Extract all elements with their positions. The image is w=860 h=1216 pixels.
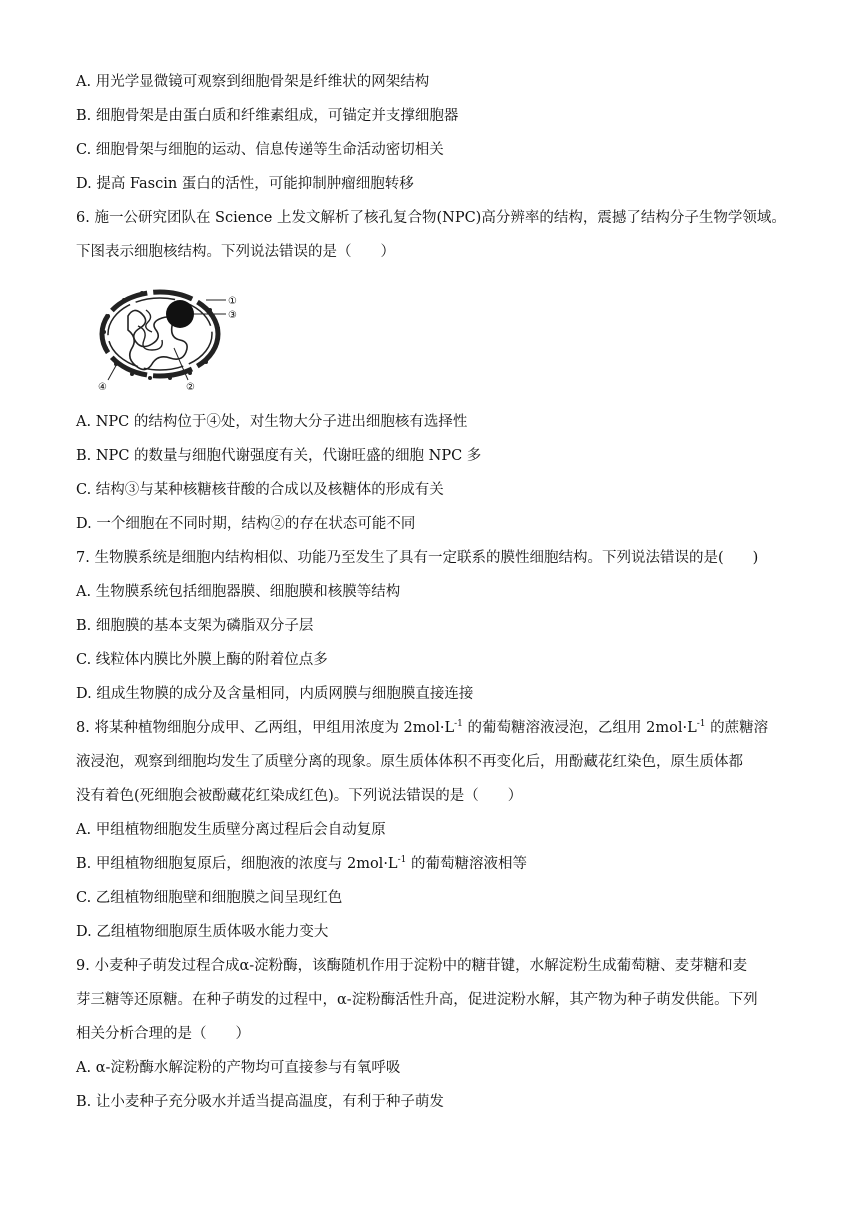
- q9-stem-line1: 9. 小麦种子萌发过程合成α-淀粉酶，该酶随机作用于淀粉中的糖苷键，水解淀粉生成葡萄糖、麦芽糖和麦: [76, 958, 748, 974]
- unit-superscript: -1: [696, 719, 706, 730]
- q8-option-b: [76, 854, 527, 874]
- q8-stem-part3: 的蔗糖溶: [705, 720, 769, 736]
- q8-option-a: A. 甲组植物细胞发生质壁分离过程后会自动复原: [76, 822, 386, 838]
- q8-option-c: C. 乙组植物细胞壁和细胞膜之间呈现红色: [76, 890, 343, 906]
- nucleus-diagram: [88, 276, 248, 398]
- q5-option-a: A. 用光学显微镜可观察到细胞骨架是纤维状的网架结构: [76, 74, 430, 90]
- q8-stem-part1: 8. 将某种植物细胞分成甲、乙两组，甲组用浓度为 2mol·L: [76, 720, 455, 736]
- q8-stem-line3: 没有着色(死细胞会被酚藏花红染成红色)。下列说法错误的是（ ）: [76, 788, 523, 804]
- q5-option-d: D. 提高 Fascin 蛋白的活性，可能抑制肿瘤细胞转移: [76, 176, 414, 192]
- q6-option-a: A. NPC 的结构位于④处，对生物大分子进出细胞核有选择性: [76, 414, 468, 430]
- figure-label-2: ②: [186, 382, 195, 393]
- q8-stem-part2: 的葡萄糖溶液浸泡，乙组用 2mol·L: [462, 720, 697, 736]
- q7-option-c: C. 线粒体内膜比外膜上酶的附着位点多: [76, 652, 328, 668]
- q5-option-c: C. 细胞骨架与细胞的运动、信息传递等生命活动密切相关: [76, 142, 444, 158]
- q8-stem-line1: [76, 718, 768, 738]
- q8-option-b-part2: 的葡萄糖溶液相等: [406, 856, 527, 872]
- q7-stem: 7. 生物膜系统是细胞内结构相似、功能乃至发生了具有一定联系的膜性细胞结构。下列说法错误的是( ): [76, 550, 759, 566]
- q9-stem-line3: 相关分析合理的是（ ）: [76, 1026, 250, 1042]
- q9-option-b: B. 让小麦种子充分吸水并适当提高温度，有利于种子萌发: [76, 1094, 444, 1110]
- q6-stem-line1: 6. 施一公研究团队在 Science 上发文解析了核孔复合物(NPC)高分辨率的结构，震撼了结构分子生物学领域。: [76, 210, 786, 226]
- q7-option-d: D. 组成生物膜的成分及含量相同，内质网膜与细胞膜直接连接: [76, 686, 474, 702]
- q5-option-b: B. 细胞骨架是由蛋白质和纤维素组成，可锚定并支撑细胞器: [76, 108, 459, 124]
- figure-label-1: ①: [228, 296, 237, 307]
- q6-option-b: B. NPC 的数量与细胞代谢强度有关，代谢旺盛的细胞 NPC 多: [76, 448, 482, 464]
- q9-stem-line2: 芽三糖等还原糖。在种子萌发的过程中，α-淀粉酶活性升高，促进淀粉水解，其产物为种子萌发供能。下列: [76, 992, 758, 1008]
- q6-stem-line2: 下图表示细胞核结构。下列说法错误的是（ ）: [76, 244, 395, 260]
- q7-option-b: B. 细胞膜的基本支架为磷脂双分子层: [76, 618, 314, 634]
- figure-label-3: ③: [228, 310, 237, 321]
- q8-option-b-part1: B. 甲组植物细胞复原后，细胞液的浓度与 2mol·L: [76, 856, 398, 872]
- q6-option-d: D. 一个细胞在不同时期，结构②的存在状态可能不同: [76, 516, 416, 532]
- q8-option-d: D. 乙组植物细胞原生质体吸水能力变大: [76, 924, 329, 940]
- q7-option-a: A. 生物膜系统包括细胞器膜、细胞膜和核膜等结构: [76, 584, 401, 600]
- nucleus-figure: [88, 276, 248, 398]
- q6-option-c: C. 结构③与某种核糖核苷酸的合成以及核糖体的形成有关: [76, 482, 444, 498]
- unit-superscript: -1: [397, 855, 407, 866]
- q8-stem-line2: 液浸泡，观察到细胞均发生了质壁分离的现象。原生质体体积不再变化后，用酚藏花红染色，原生质体都: [76, 754, 743, 770]
- figure-label-4: ④: [98, 382, 107, 393]
- q9-option-a: A. α-淀粉酶水解淀粉的产物均可直接参与有氧呼吸: [76, 1060, 401, 1076]
- unit-superscript: -1: [454, 719, 463, 730]
